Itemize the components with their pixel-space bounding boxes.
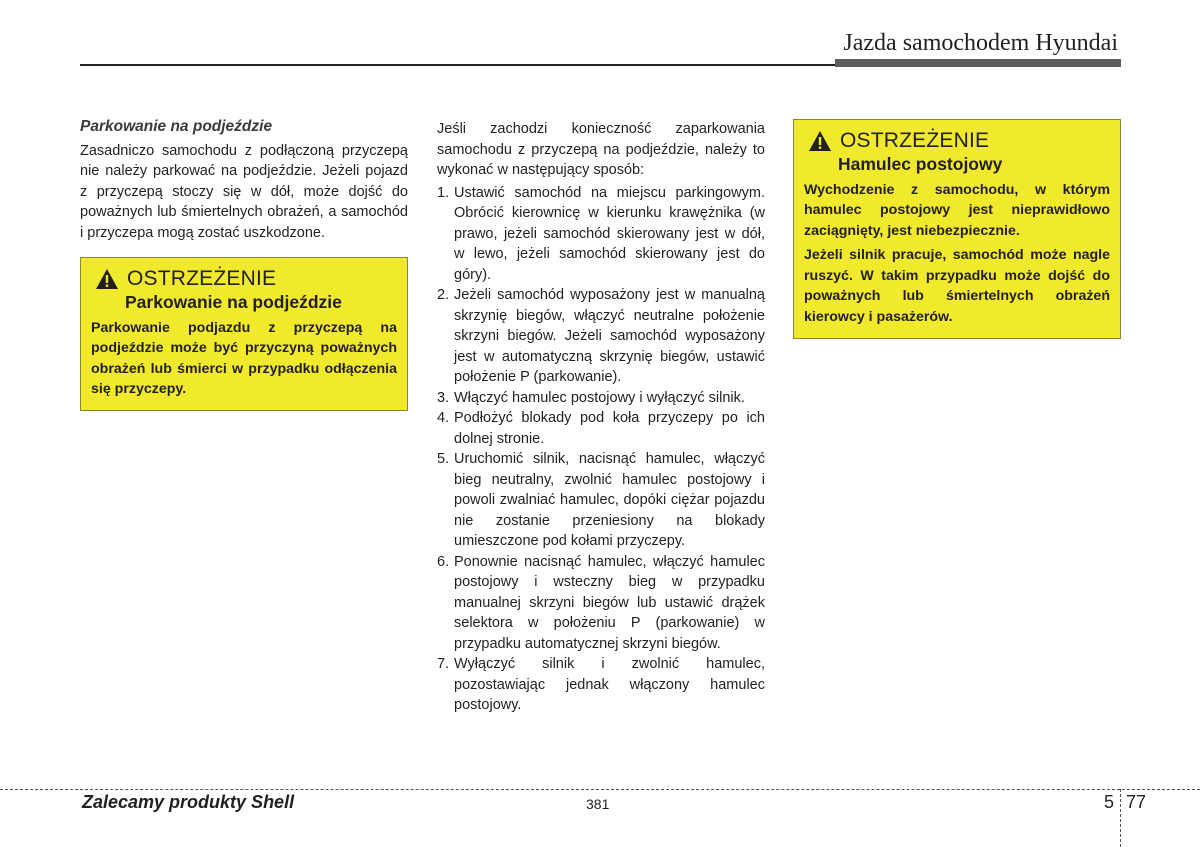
step-number: 5. <box>437 451 450 467</box>
warning-label: OSTRZEŻENIE <box>127 266 277 290</box>
warning-triangle-icon <box>95 268 119 290</box>
step-text: Ustawić samochód na miejscu parkingowym. Obrócić kierownicę w kierunku krawężnika (w prawo, jeżeli samochód skierowany jest w dół, w lewo, jeżeli samochód skierowany jest do góry). <box>454 184 765 283</box>
list-item <box>437 654 765 716</box>
step-number: 4. <box>437 410 450 426</box>
step-text: Ponownie nacisnąć hamulec, włączyć hamulec postojowy i wsteczny bieg w przypadku manualnej skrzyni biegów lub ustawić drążek selektora w położeniu P (parkowanie) w przypadku automatycznej skrzyni biegów. <box>454 553 765 652</box>
intro-paragraph: Jeśli zachodzi konieczność zaparkowania samochodu z przyczepą na podjeździe, należy to wykonać w następujący sposób: <box>437 121 765 178</box>
footer-page-divider <box>1120 789 1121 847</box>
section-heading: Parkowanie na podjeździe <box>80 118 273 135</box>
list-item <box>437 388 765 409</box>
warning-triangle-icon <box>808 130 832 152</box>
step-number: 1. <box>437 184 450 201</box>
warning-label: OSTRZEŻENIE <box>840 128 990 152</box>
list-item <box>437 408 765 449</box>
steps-list <box>437 183 765 716</box>
warning-header <box>91 268 397 290</box>
step-number: 6. <box>437 553 450 570</box>
step-text: Podłożyć blokady pod koła przyczepy po ich dolnej stronie. <box>454 410 765 447</box>
warning-text: Wychodzenie z samochodu, w którym hamulec postojowy jest nieprawidłowo zaciągnięty, jest niebezpiecznie. <box>804 181 1110 239</box>
list-item <box>437 449 765 552</box>
warning-subtitle: Hamulec postojowy <box>838 154 1003 174</box>
warning-subtitle: Parkowanie na podjeździe <box>125 292 342 312</box>
step-number: 7. <box>437 656 450 672</box>
list-item <box>437 552 765 655</box>
list-item <box>437 285 765 388</box>
footer-subpage-number: 77 <box>1126 792 1147 812</box>
warning-text: Parkowanie podjazdu z przyczepą na podjeździe może być przyczyną poważnych obrażeń lub śmierci w przypadku odłączenia się przyczepy. <box>91 319 397 397</box>
step-text: Włączyć hamulec postojowy i wyłączyć silnik. <box>454 389 745 406</box>
footer-brand-text: Zalecamy produkty Shell <box>82 792 295 812</box>
list-item <box>437 183 765 286</box>
step-text: Wyłączyć silnik i zwolnić hamulec, pozostawiając jednak włączony hamulec postojowy. <box>454 656 765 713</box>
column-left <box>80 117 408 411</box>
step-number: 3. <box>437 389 450 406</box>
warning-text: Jeżeli silnik pracuje, samochód może nagle ruszyć. W takim przypadku może dojść do poważnych lub śmiertelnych obrażeń kierowcy i pasażerów. <box>804 247 1110 325</box>
step-text: Uruchomić silnik, nacisnąć hamulec, włączyć bieg neutralny, zwolnić hamulec postojowy i powoli zwalniać hamulec, dopóki ciężar pojazdu nie zostanie przeniesiony na blokady umieszczone pod kołami przyczepy. <box>454 451 765 549</box>
warning-box-parking <box>80 257 408 411</box>
header-accent-bar <box>835 59 1121 67</box>
warning-box-parking-brake <box>793 119 1121 339</box>
footer-page-number: 381 <box>586 796 610 812</box>
column-middle <box>437 119 765 716</box>
header-title: Jazda samochodem Hyundai <box>843 30 1118 56</box>
footer-divider <box>0 789 1200 790</box>
footer-section-number: 5 <box>1104 792 1115 812</box>
step-number: 2. <box>437 287 450 303</box>
step-text: Jeżeli samochód wyposażony jest w manualną skrzynię biegów, włączyć neutralne położenie skrzyni biegów. Jeżeli samochód wyposażony jest w automatyczną skrzynię biegów, ustawić położenie P (parkowanie). <box>454 287 765 385</box>
body-paragraph: Zasadniczo samochodu z podłączoną przyczepą nie należy parkować na podjeździe. Jeżeli pojazd z przyczepą stoczy się w dół, może dojść do poważnych lub śmiertelnych obrażeń, a samochód i przyczepa mogą zostać uszkodzone. <box>80 142 408 241</box>
column-right <box>793 119 1121 339</box>
warning-header <box>804 130 1110 152</box>
